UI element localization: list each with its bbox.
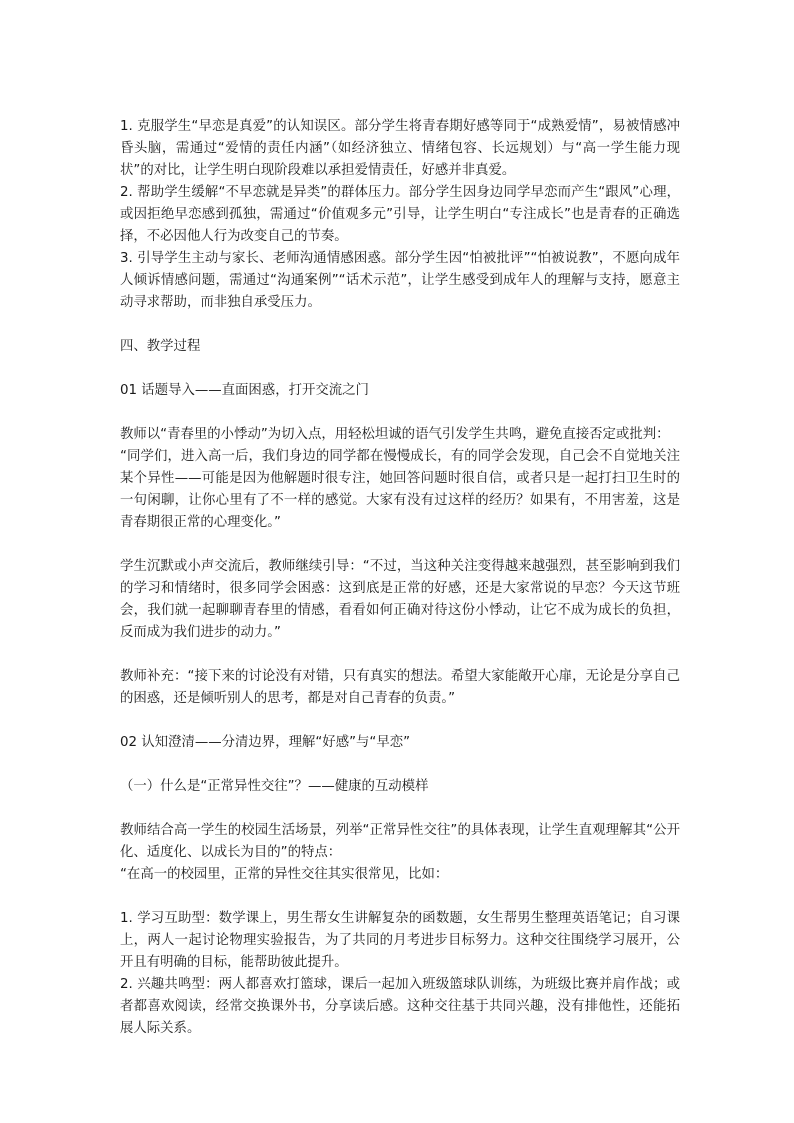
- spacer: [120, 314, 680, 336]
- step-01-supplement: 教师补充：“接下来的讨论没有对错，只有真实的想法。希望大家能敞开心扉，无论是分享自己的困惑，还是倾听别人的思考，都是对自己青春的负责。”: [120, 669, 680, 706]
- spacer: [120, 798, 680, 820]
- goal-item-2: 2. 帮助学生缓解“不早恋就是异类”的群体压力。部分学生因身边同学早恋而产生“跟风”心理，或因拒绝早恋感到孤独，需通过“价值观多元”引导，让学生明白“专注成长”也是青春的正确选择，不必因他人行为改变自己的节奏。: [120, 185, 680, 244]
- subsection-intro: 教师结合高一学生的校园生活场景，列举“正常异性交往”的具体表现，让学生直观理解其“公开化、适度化、以成长为目的”的特点：: [120, 823, 680, 860]
- goal-item-3: 3. 引导学生主动与家长、老师沟通情感困惑。部分学生因“怕被批评”“怕被说教”，不愿向成年人倾诉情感问题，需通过“沟通案例”“话术示范”，让学生感受到成年人的理解与支持，愿意主动寻求帮助，而非独自承受压力。: [120, 251, 680, 310]
- step-01-quote: “同学们，进入高一后，我们身边的同学都在慢慢成长，有的同学会发现，自己会不自觉地关注某个异性——可能是因为他解题时很专注，她回答问题时很自信，或者只是一起打扫卫生时的一句闲聊，让你心里有了不一样的感觉。大家有没有过这样的经历？如果有，不用害羞，这是青春期很正常的心理变化。”: [120, 449, 680, 530]
- spacer: [120, 710, 680, 732]
- spacer: [120, 644, 680, 666]
- subsection-title: （一）什么是“正常异性交往”？——健康的互动模样: [120, 779, 429, 794]
- step-01-intro: 教师以“青春里的小悸动”为切入点，用轻松坦诚的语气引发学生共鸣，避免直接否定或批判：: [120, 427, 670, 442]
- example-item-1: 1. 学习互助型：数学课上，男生帮女生讲解复杂的函数题，女生帮男生整理英语笔记；自习课上，两人一起讨论物理实验报告，为了共同的月考进步目标努力。这种交往围绕学习展开，公开且有明确的目标，能帮助彼此提升。: [120, 911, 680, 970]
- section-title: 四、教学过程: [120, 339, 201, 354]
- spacer: [120, 358, 680, 380]
- subsection-quote: “在高一的校园里，正常的异性交往其实很常见，比如：: [120, 867, 449, 882]
- document-page: [120, 116, 680, 1040]
- step-02-title: 02 认知澄清——分清边界，理解“好感”与“早恋”: [120, 735, 411, 750]
- spacer: [120, 534, 680, 556]
- spacer: [120, 886, 680, 908]
- step-01-follow: 学生沉默或小声交流后，教师继续引导：“不过，当这种关注变得越来越强烈，甚至影响到我们的学习和情绪时，很多同学会困惑：这到底是正常的好感，还是大家常说的早恋？今天这节班会，我们就一起聊聊青春里的情感，看看如何正确对待这份小悸动，让它不成为成长的负担，反而成为我们进步的动力。”: [120, 559, 680, 640]
- goal-item-1: 1. 克服学生“早恋是真爱”的认知误区。部分学生将青春期好感等同于“成熟爱情”，易被情感冲昏头脑，需通过“爱情的责任内涵”（如经济独立、情绪包容、长远规划）与“高一学生能力现状”的对比，让学生明白现阶段难以承担爱情责任，好感并非真爱。: [120, 119, 680, 178]
- step-01-title: 01 话题导入——直面困惑，打开交流之门: [120, 383, 369, 398]
- spacer: [120, 402, 680, 424]
- example-item-2: 2. 兴趣共鸣型：两人都喜欢打篮球，课后一起加入班级篮球队训练，为班级比赛并肩作战；或者都喜欢阅读，经常交换课外书，分享读后感。这种交往基于共同兴趣，没有排他性，还能拓展人际关系。: [120, 977, 680, 1036]
- spacer: [120, 754, 680, 776]
